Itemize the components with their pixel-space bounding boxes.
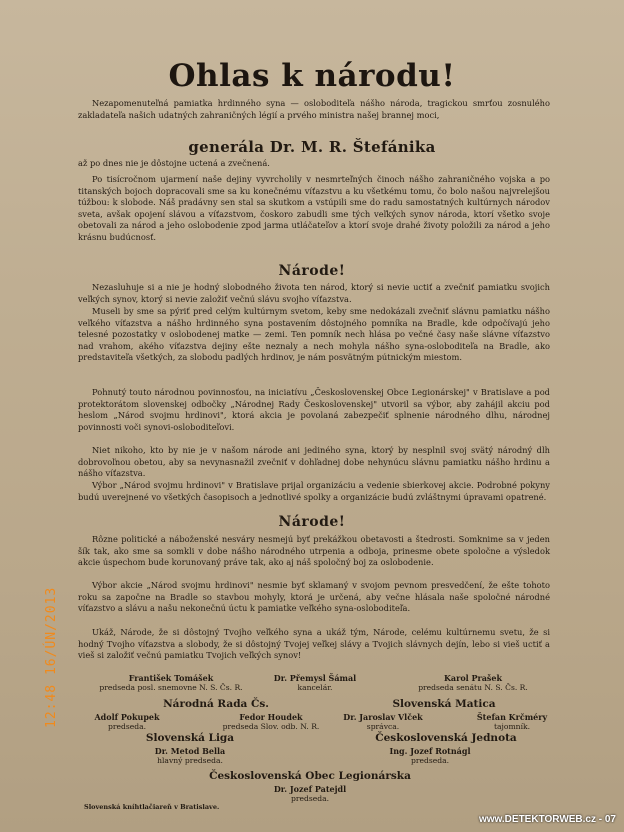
- paragraph-8: Výbor akcie „Národ svojmu hrdinovi" nesmie byť sklamaný v svojom pevnom presvedčení, že ešte tohoto roku sa započne na Bradle so stavbou mohyly, ktorá je určená, aby večne hlásala naše spoločné národné víťazstvo a slávu a našu nekonečnú úctu k pamiatke veľkého syna-osloboditeľa.: [78, 580, 550, 613]
- org-slovenska-matica: Slovenská Matica: [392, 698, 496, 710]
- signature-pokupek: [72, 712, 182, 732]
- signatory-role: kancelár.: [297, 683, 333, 692]
- signature-prasek: [398, 673, 548, 693]
- signatory-role: predseda Slov. odb. N. R.: [222, 722, 320, 731]
- signature-rotnagl: [350, 746, 510, 766]
- paragraph-2: Nezasluhuje si a nie je hodný slobodného života ten národ, ktorý si nevie uctiť a zvečniť pamiatku svojich veľkých synov, ktorý si nevie založiť večnú slávu svojho víťazstva.: [78, 282, 550, 304]
- signatory-name: František Tomášek: [128, 673, 214, 683]
- poster-title: Ohlas k národu!: [168, 58, 456, 94]
- intro-paragraph: Nezapomenuteľná pamiatka hrdinného syna — osloboditeľa nášho národa, tragickou smrťou zosnulého zakladateľa našich udatných zahraničných légií a prvého ministra našej brannej moci,: [78, 98, 550, 120]
- signatory-role: predseda senátu N. S. Čs. R.: [418, 683, 528, 692]
- signatory-name: Dr. Jozef Patejdl: [273, 784, 347, 794]
- org-obec-legionarska: Československá Obec Legionárska: [209, 770, 411, 782]
- signatory-name: Adolf Pokupek: [94, 712, 160, 722]
- paragraph-1: Po tisícročnom ujarmení naše dejiny vyvrcholily v nesmrteľných činoch nášho zahraničného vojska a po titanských bojoch dopracovali sme sa ku konečnému víťazstvu a ku všetkému tomu, čo bolo našou najvrelejšou túžbou: k slobode. Náš pradávny sen stal sa skutkom a vstúpili sme do radu samostatných kultúrnych národov sveta, avšak opojení slávou a víťazstvom, čoskoro zabudli sme tých veľkých synov národa, ktorí všetko svoje obetovali za národ a jeho oslobodenie zpod jarma utláčateľov a ktorí svoje drahé životy položili za národ a jeho krásnu budúcnosť.: [78, 174, 550, 242]
- signatory-role: tajomník.: [493, 722, 531, 731]
- org-narodna-rada: Národná Rada Čs.: [163, 698, 269, 710]
- signatory-name: Dr. Přemysl Šámal: [273, 673, 357, 683]
- signature-patejdl: [260, 784, 360, 804]
- signatory-role: predseda.: [107, 722, 147, 731]
- signature-krcmery: [462, 712, 562, 732]
- signatory-role: predseda.: [290, 794, 330, 803]
- signatory-name: Štefan Krčméry: [476, 712, 548, 722]
- watermark-text: www.DETEKTORWEB.cz - 07: [478, 814, 616, 825]
- paragraph-5: Niet nikoho, kto by nie je v našom národe ani jediného syna, ktorý by nesplnil svoj svätý národný dlh dobrovoľnou obetou, aby sa nevynasnažil zvečniť v dohľadnej dobe nehynúcu slávnu pamiatku nášho hrdinu a nášho víťazstva.: [78, 445, 550, 478]
- signatory-name: Fedor Houdek: [239, 712, 303, 722]
- paragraph-6: Výbor „Národ svojmu hrdinovi" v Bratislave prijal organizáciu a vedenie sbierkovej akcie. Podrobné pokyny budú uverejnené vo všetkých časopisoch a jednotlivé spolky a organizácie budú zvláštnymi úpravami opatrené.: [78, 480, 550, 502]
- paragraph-7: Rôzne politické a náboženské nesváry nesmejú byť prekážkou obetavosti a štedrosti. Somknime sa v jeden šík tak, ako sme sa somkli v dobe nášho národného utrpenia a odboja, prinesme obete spoločne a výsledok akcie úspechom bude korunovaný práve tak, ako aj náš spoločný boj za oslobodenie.: [78, 534, 550, 567]
- heading-narode-2: Národe!: [278, 514, 346, 530]
- signature-bella: [120, 746, 260, 766]
- signatory-name: Dr. Metod Bella: [154, 746, 226, 756]
- signature-tomasek: [96, 673, 246, 693]
- printer-imprint: Slovenská kníhtlačiareň v Bratislave.: [84, 803, 220, 811]
- intro-continuation: až po dnes nie je dôstojne uctená a zvečnená.: [78, 158, 270, 168]
- signatory-name: Dr. Jaroslav Vlček: [343, 712, 423, 722]
- signatory-role: predseda.: [410, 756, 450, 765]
- signature-houdek: [196, 712, 346, 732]
- paragraph-4: Pohnutý touto národnou povinnosťou, na iniciatívu „Československej Obce Legionárskej" v Bratislave a pod protektorátom slovenskej odbočky „Národnej Rady Československej" utvoril sa výbor, aby zahájil akciu pod heslom „Národ svojmu hrdinovi", ktorá akcia je povolaná zabezpečiť splnenie národného dlhu, národnej povinnosti voči synovi-osloboditeľovi.: [78, 387, 550, 432]
- org-slovenska-liga: Slovenská Liga: [145, 732, 235, 744]
- heading-narode-1: Národe!: [278, 263, 346, 279]
- signatory-name: Ing. Jozef Rotnágl: [389, 746, 471, 756]
- signatory-role: správca.: [366, 722, 400, 731]
- photo-date-stamp: 12:48 16/ÚN/2013: [44, 586, 59, 728]
- signatory-role: hlavný predseda.: [157, 756, 223, 765]
- paragraph-9: Ukáž, Národe, že si dôstojný Tvojho veľkého syna a ukáž tým, Národe, celému kultúrnemu svetu, že si hodný Tvojho víťazstva a slobody, že si dôstojný Tvojej veľkej slávy a Tvojich slávnych dejín, lebo si vieš uctiť a vieš si založiť večnú pamiatku Tvojich veľkých synov!: [78, 627, 550, 660]
- signature-samal: [250, 673, 380, 693]
- signatory-role: predseda posl. snemovne N. S. Čs. R.: [99, 683, 243, 692]
- paragraph-3: Museli by sme sa pýriť pred celým kultúrnym svetom, keby sme nedokázali zvečniť slávnu pamiatku nášho veľkého víťazstva a nášho hrdinného syna postavením dôstojného pomníka na Bradle, kde odpočívajú jeho telesné pozostatky v oslobodenej matke — zemi. Ten pomník nech hlása po večné časy naše slávne víťazstvo nad vrahom, akého víťazstva dejiny ešte neznaly a nech mohyla nášho syna-osloboditeľa na Bradle, ako predstaviteľa všetkých, za slobodu padlých hrdinov, je nám posvätným pútnickým miestom.: [78, 306, 550, 362]
- signatory-name: Karol Prašek: [443, 673, 503, 683]
- org-ceskoslovenska-jednota: Československá Jednota: [375, 732, 517, 744]
- signature-vlcek: [328, 712, 438, 732]
- general-name-heading: generála Dr. M. R. Štefánika: [188, 138, 436, 156]
